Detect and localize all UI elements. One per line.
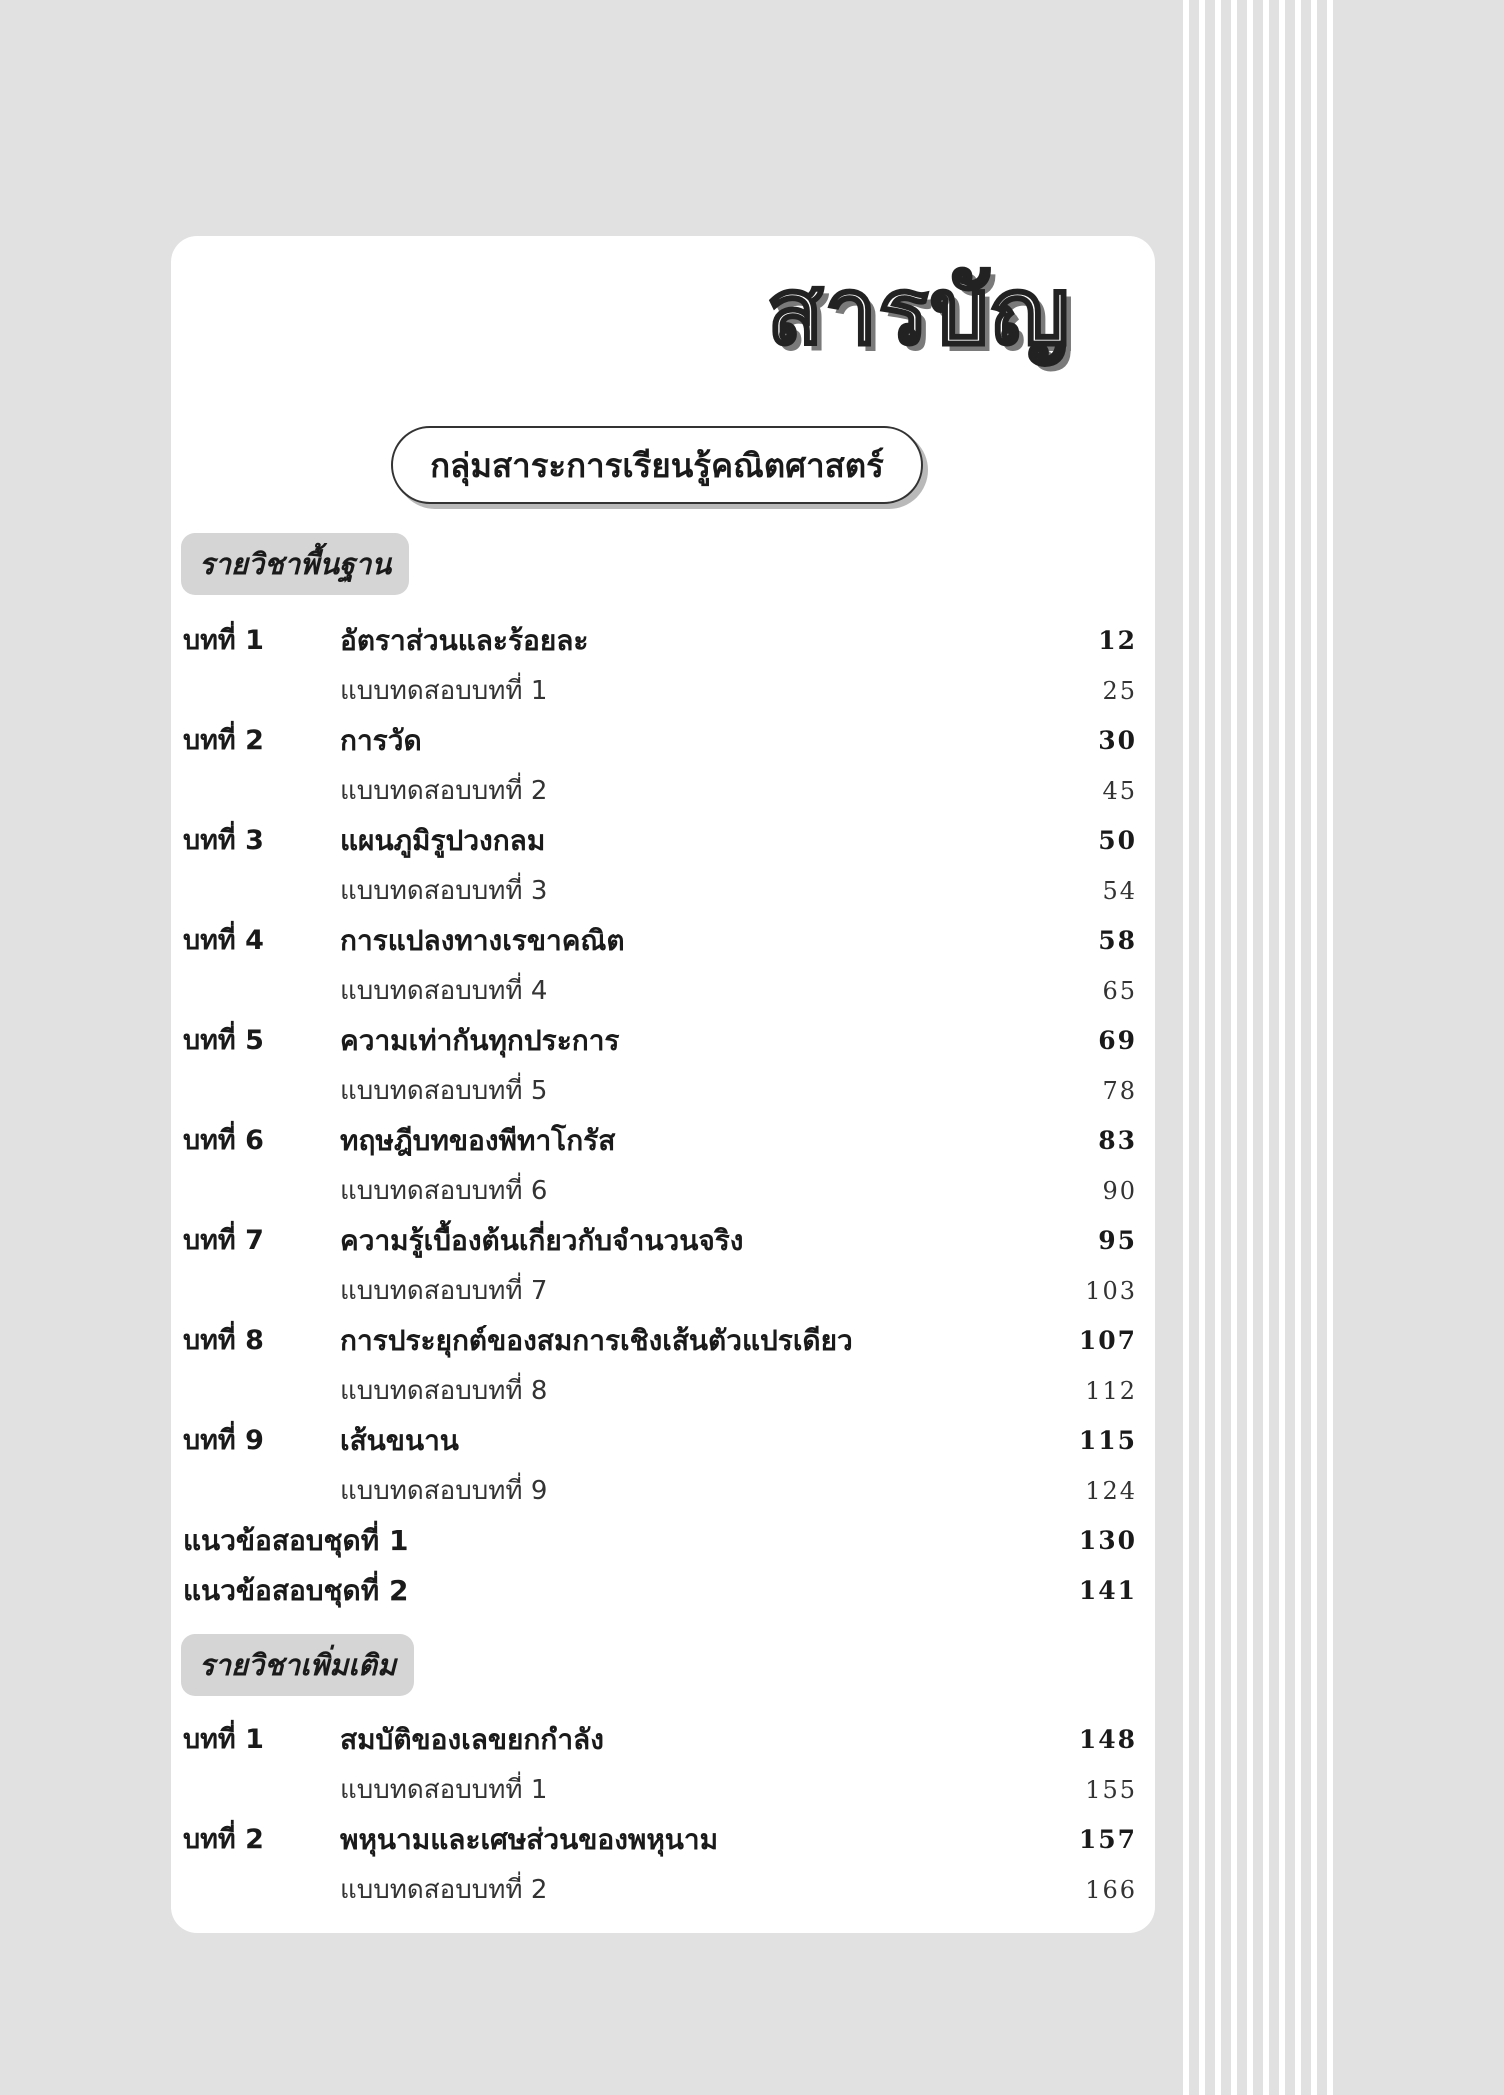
toc-entry[interactable] bbox=[183, 666, 1137, 716]
chapter-label: บทที่ 6 bbox=[183, 1125, 264, 1156]
entry-title: การแปลงทางเรขาคณิต bbox=[340, 924, 625, 957]
page-number: 166 bbox=[1085, 1876, 1137, 1904]
chapter-label: บทที่ 4 bbox=[183, 925, 264, 956]
decorative-stripes bbox=[1183, 0, 1343, 2095]
entry-title: ความรู้เบื้องต้นเกี่ยวกับจำนวนจริง bbox=[340, 1224, 744, 1257]
entry-title: แนวข้อสอบชุดที่ 1 bbox=[183, 1524, 409, 1557]
toc-entry[interactable] bbox=[183, 1266, 1137, 1316]
page-number: 107 bbox=[1078, 1326, 1137, 1355]
entry-title: แบบทดสอบบทที่ 2 bbox=[340, 1875, 548, 1905]
chapter-label: บทที่ 1 bbox=[183, 625, 264, 656]
toc-entry[interactable] bbox=[183, 1466, 1137, 1516]
chapter-label: บทที่ 7 bbox=[183, 1225, 264, 1256]
page-number: 115 bbox=[1078, 1426, 1137, 1455]
toc-entry[interactable] bbox=[183, 1116, 1137, 1166]
chapter-label: บทที่ 3 bbox=[183, 825, 264, 856]
toc-entry[interactable] bbox=[183, 966, 1137, 1016]
page-number: 69 bbox=[1098, 1026, 1137, 1055]
toc-entry[interactable] bbox=[183, 1765, 1137, 1815]
page-number: 155 bbox=[1085, 1776, 1137, 1804]
chapter-label: บทที่ 9 bbox=[183, 1425, 264, 1456]
page-title: สารบัญ bbox=[766, 258, 1071, 365]
toc-entry[interactable] bbox=[183, 916, 1137, 966]
toc-list-basic bbox=[183, 616, 1137, 1616]
chapter-label: บทที่ 8 bbox=[183, 1325, 264, 1356]
toc-list-additional bbox=[183, 1715, 1137, 1915]
chapter-label: บทที่ 2 bbox=[183, 725, 264, 756]
toc-entry[interactable] bbox=[183, 1416, 1137, 1466]
entry-title: แบบทดสอบบทที่ 6 bbox=[340, 1176, 548, 1206]
toc-entry[interactable] bbox=[183, 1166, 1137, 1216]
page-number: 65 bbox=[1102, 977, 1137, 1005]
entry-title: แบบทดสอบบทที่ 3 bbox=[340, 876, 548, 906]
toc-entry[interactable] bbox=[183, 1516, 1137, 1566]
entry-title: ความเท่ากันทุกประการ bbox=[340, 1024, 620, 1057]
entry-title: สมบัติของเลขยกกำลัง bbox=[340, 1723, 604, 1756]
entry-title: แผนภูมิรูปวงกลม bbox=[340, 824, 546, 857]
toc-entry[interactable] bbox=[183, 1815, 1137, 1865]
toc-card bbox=[171, 236, 1155, 1933]
page-number: 112 bbox=[1085, 1377, 1137, 1405]
page-number: 95 bbox=[1098, 1226, 1137, 1255]
subject-label: กลุ่มสาระการเรียนรู้คณิตศาสตร์ bbox=[430, 445, 884, 485]
entry-title: แบบทดสอบบทที่ 1 bbox=[340, 1775, 548, 1805]
toc-entry[interactable] bbox=[183, 766, 1137, 816]
toc-entry[interactable] bbox=[183, 1865, 1137, 1915]
page-number: 83 bbox=[1098, 1126, 1137, 1155]
entry-title: แบบทดสอบบทที่ 5 bbox=[340, 1076, 548, 1106]
page-number: 148 bbox=[1078, 1725, 1137, 1754]
toc-entry[interactable] bbox=[183, 616, 1137, 666]
toc-entry[interactable] bbox=[183, 1016, 1137, 1066]
toc-entry[interactable] bbox=[183, 816, 1137, 866]
toc-entry[interactable] bbox=[183, 1066, 1137, 1116]
page-number: 124 bbox=[1085, 1477, 1137, 1505]
toc-entry[interactable] bbox=[183, 1366, 1137, 1416]
page-number: 25 bbox=[1102, 677, 1137, 705]
entry-title: ทฤษฎีบทของพีทาโกรัส bbox=[340, 1124, 616, 1157]
page-number: 103 bbox=[1085, 1277, 1137, 1305]
entry-title: พหุนามและเศษส่วนของพหุนาม bbox=[340, 1823, 719, 1856]
page-number: 50 bbox=[1098, 826, 1137, 855]
entry-title: เส้นขนาน bbox=[340, 1424, 459, 1457]
toc-entry[interactable] bbox=[183, 716, 1137, 766]
subject-banner bbox=[391, 426, 923, 504]
entry-title: การวัด bbox=[340, 724, 422, 757]
entry-title: การประยุกต์ของสมการเชิงเส้นตัวแปรเดียว bbox=[340, 1324, 853, 1357]
page-number: 157 bbox=[1078, 1825, 1137, 1854]
entry-title: แนวข้อสอบชุดที่ 2 bbox=[183, 1574, 409, 1607]
entry-title: แบบทดสอบบทที่ 1 bbox=[340, 676, 548, 706]
page-number: 78 bbox=[1102, 1077, 1137, 1105]
toc-entry[interactable] bbox=[183, 1316, 1137, 1366]
page-number: 58 bbox=[1098, 926, 1137, 955]
entry-title: แบบทดสอบบทที่ 7 bbox=[340, 1276, 548, 1306]
page-number: 90 bbox=[1102, 1177, 1137, 1205]
page-number: 54 bbox=[1102, 877, 1137, 905]
page-number: 130 bbox=[1078, 1526, 1137, 1555]
toc-entry[interactable] bbox=[183, 866, 1137, 916]
chapter-label: บทที่ 1 bbox=[183, 1724, 264, 1755]
page-number: 12 bbox=[1098, 626, 1137, 655]
toc-entry[interactable] bbox=[183, 1216, 1137, 1266]
entry-title: แบบทดสอบบทที่ 2 bbox=[340, 776, 548, 806]
entry-title: แบบทดสอบบทที่ 4 bbox=[340, 976, 548, 1006]
toc-entry[interactable] bbox=[183, 1566, 1137, 1616]
toc-entry[interactable] bbox=[183, 1715, 1137, 1765]
section-heading-basic: รายวิชาพื้นฐาน bbox=[181, 533, 409, 595]
page-number: 45 bbox=[1102, 777, 1137, 805]
page-number: 141 bbox=[1078, 1576, 1137, 1605]
entry-title: อัตราส่วนและร้อยละ bbox=[340, 624, 589, 657]
section-heading-additional: รายวิชาเพิ่มเติม bbox=[181, 1634, 414, 1696]
page-number: 30 bbox=[1098, 726, 1137, 755]
chapter-label: บทที่ 2 bbox=[183, 1824, 264, 1855]
chapter-label: บทที่ 5 bbox=[183, 1025, 264, 1056]
entry-title: แบบทดสอบบทที่ 9 bbox=[340, 1476, 548, 1506]
entry-title: แบบทดสอบบทที่ 8 bbox=[340, 1376, 548, 1406]
